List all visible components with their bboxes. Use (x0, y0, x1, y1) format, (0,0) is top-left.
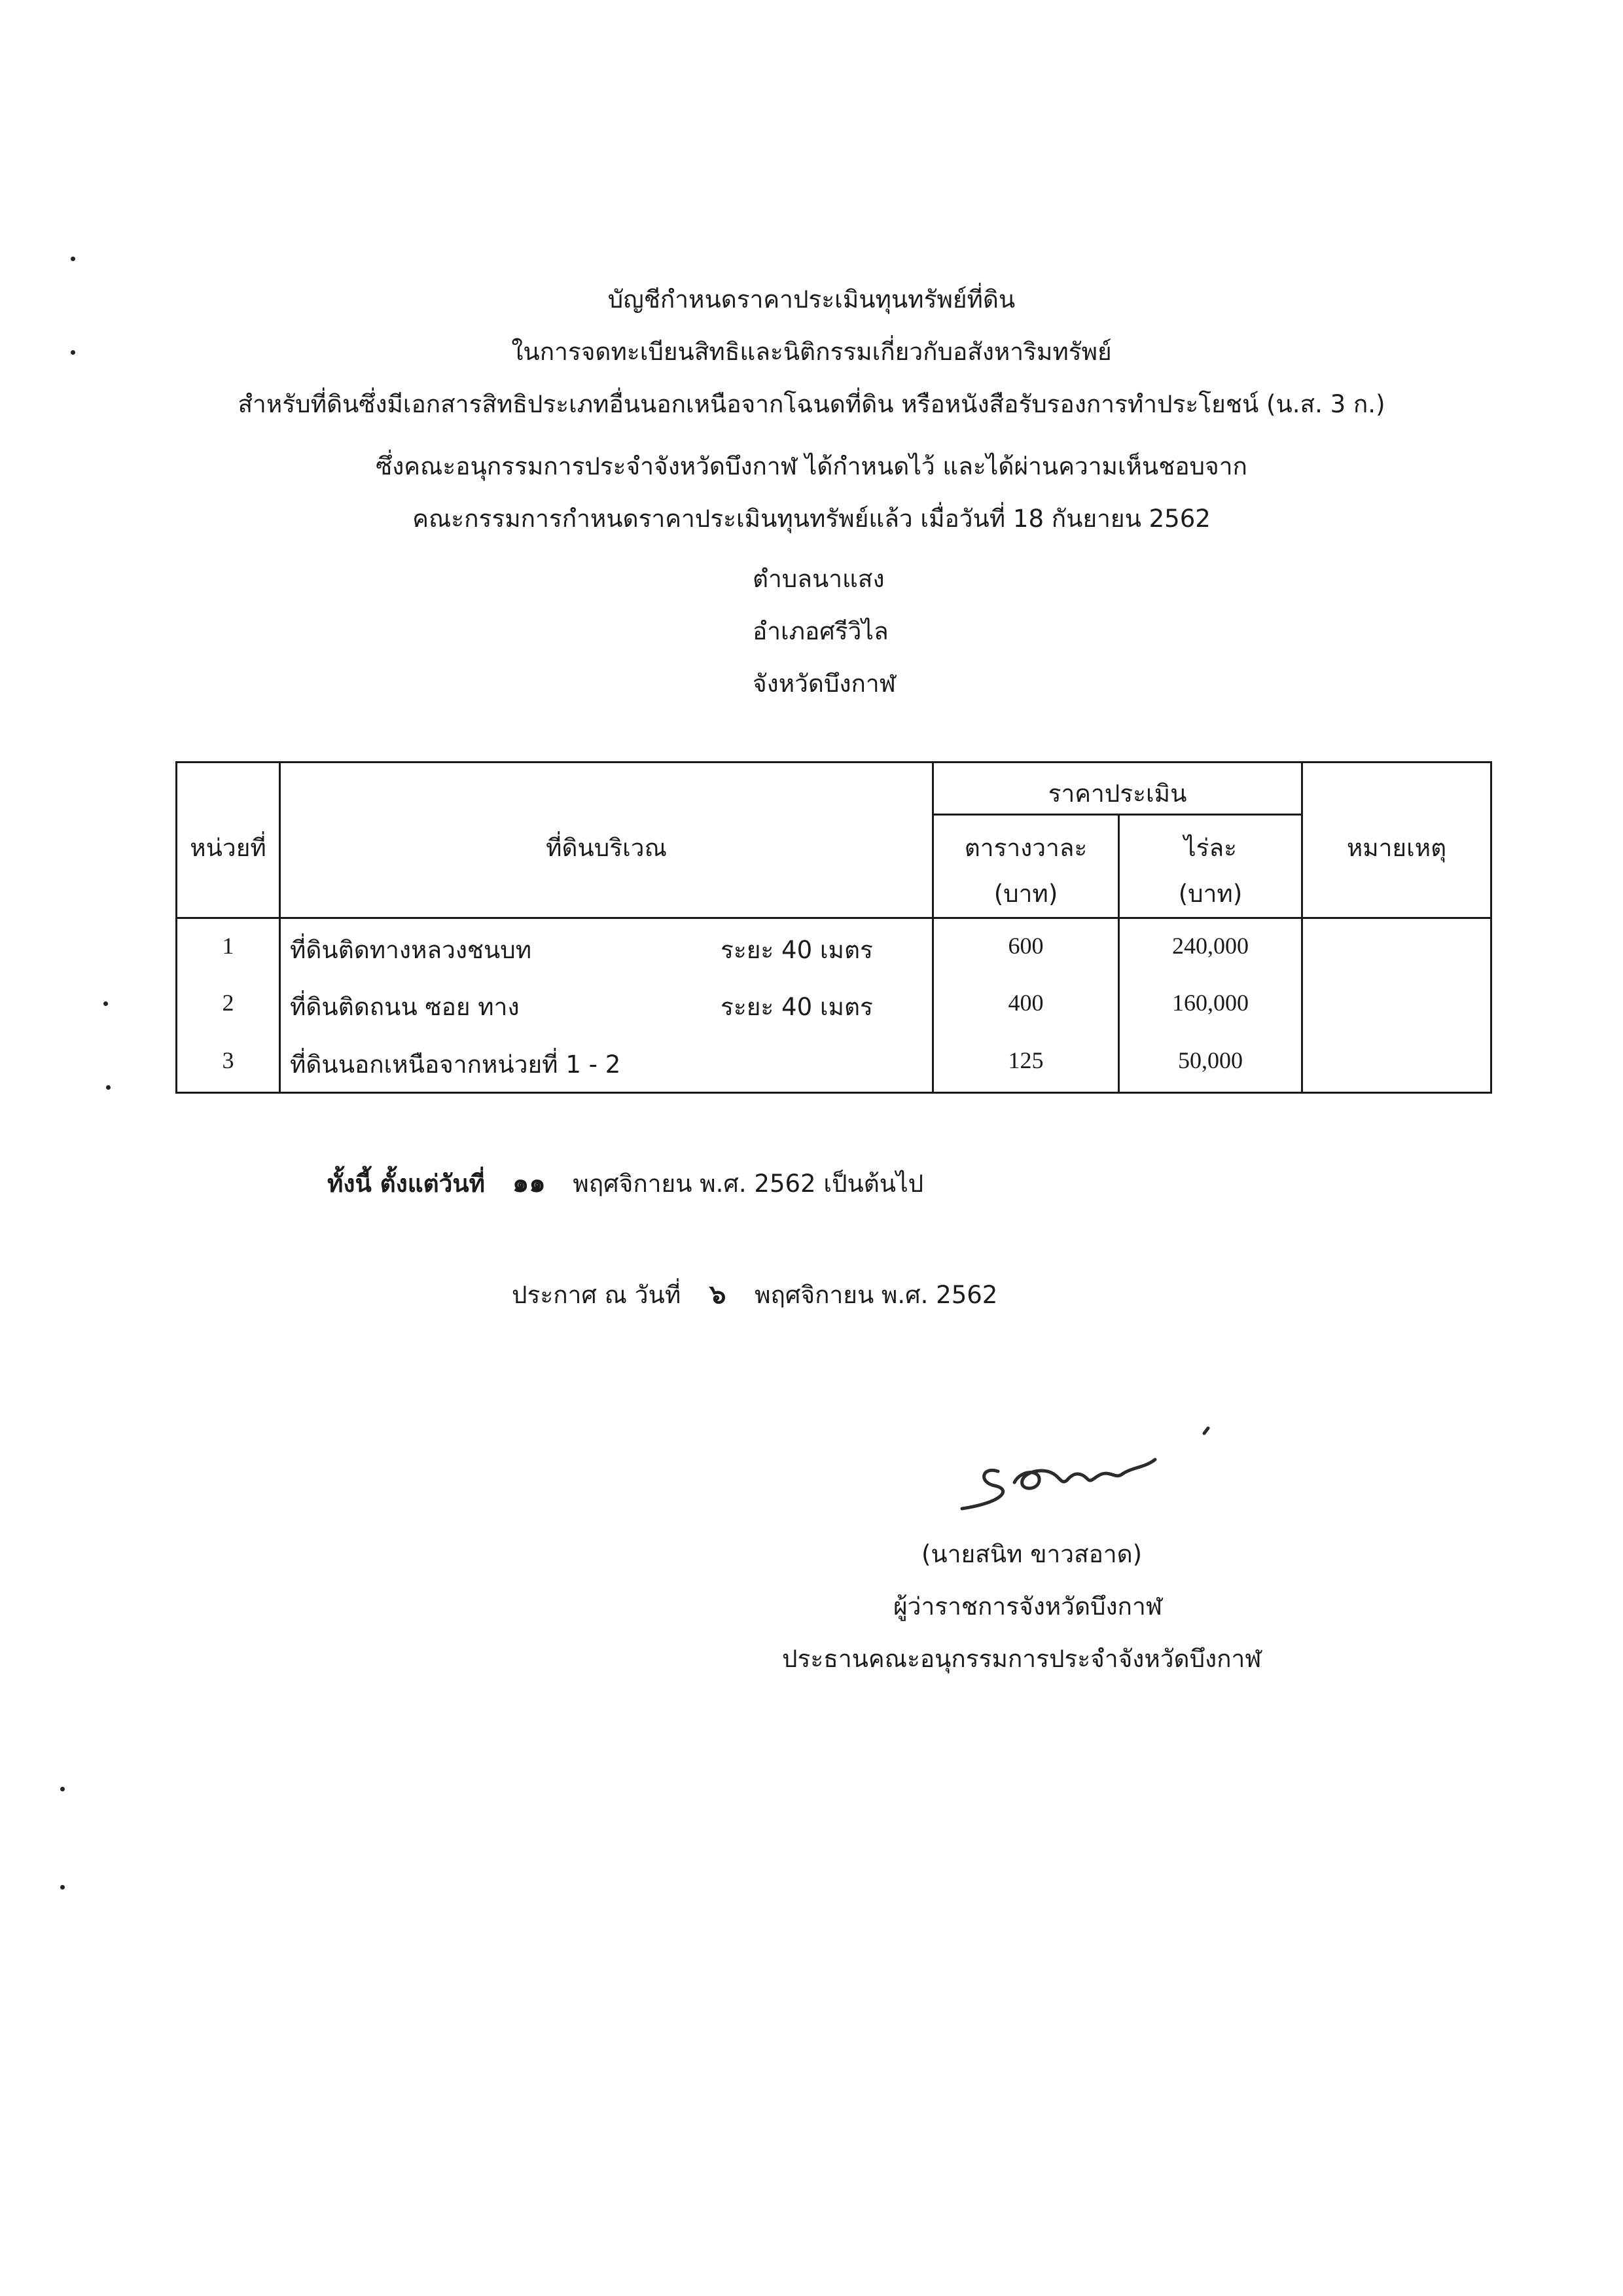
changwat: จังหวัดบึงกาฬ (753, 670, 896, 698)
announce-prefix: ประกาศ ณ วันที่ (512, 1281, 681, 1309)
scan-speck (60, 1787, 65, 1791)
doc-subtitle: ในการจดทะเบียนสิทธิและนิติกรรมเกี่ยวกับอสังหาริมทรัพย์ (511, 338, 1112, 366)
header-price-group: ราคาประเมิน (1048, 780, 1187, 808)
row-area: ที่ดินนอกเหนือจากหน่วยที่ 1 - 2 (290, 1050, 621, 1079)
scan-speck (103, 1001, 108, 1006)
row-distance: ระยะ 40 เมตร (721, 993, 873, 1021)
doc-approval-date: คณะกรรมการกำหนดราคาประเมินทุนทรัพย์แล้ว เมื่อวันที่ 18 กันยายน 2562 (412, 505, 1211, 533)
row-per-sqwa: 400 (1008, 990, 1044, 1016)
signer-name: (นายสนิท ขาวสอาด) (921, 1540, 1143, 1568)
table-divider (932, 814, 1303, 816)
row-unit: 3 (222, 1047, 234, 1073)
table-divider (177, 917, 1490, 919)
row-per-rai: 50,000 (1178, 1047, 1243, 1073)
table-divider (279, 763, 281, 1092)
signer-position: ผู้ว่าราชการจังหวัดบึงกาฬ (893, 1592, 1163, 1621)
header-remark: หมายเหตุ (1346, 834, 1447, 862)
row-area: ที่ดินติดถนน ซอย ทาง (290, 993, 520, 1021)
scan-speck (106, 1085, 111, 1090)
effective-prefix: ทั้งนี้ ตั้งแต่วันที่ (327, 1170, 486, 1198)
row-distance: ระยะ 40 เมตร (721, 936, 873, 964)
announce-suffix: พฤศจิกายน พ.ศ. 2562 (755, 1281, 998, 1309)
scan-speck (60, 1885, 65, 1890)
header-per-sqwa: ตารางวาละ (964, 834, 1088, 862)
amphoe: อำเภอศรีวิไล (753, 617, 889, 645)
row-unit: 2 (222, 990, 234, 1016)
effective-date-line (327, 1162, 923, 1204)
header-area: ที่ดินบริเวณ (546, 834, 667, 862)
header-unit: หน่วยที่ (190, 834, 266, 862)
scan-speck (71, 257, 75, 261)
doc-approval-line: ซึ่งคณะอนุกรรมการประจำจังหวัดบึงกาฬ ได้กำหนดไว้ และได้ผ่านความเห็นชอบจาก (376, 452, 1247, 480)
header-per-rai: ไร่ละ (1183, 834, 1238, 862)
header-baht-rai: (บาท) (1178, 880, 1243, 908)
row-per-sqwa: 125 (1008, 1047, 1044, 1073)
row-per-sqwa: 600 (1008, 933, 1044, 959)
signer-position-chair: ประธานคณะอนุกรรมการประจำจังหวัดบึงกาฬ (782, 1645, 1262, 1673)
signature-mark (942, 1420, 1230, 1518)
scan-speck (71, 350, 75, 355)
table-divider (1301, 763, 1303, 1092)
doc-scope: สำหรับที่ดินซึ่งมีเอกสารสิทธิประเภทอื่นนอกเหนือจากโฉนดที่ดิน หรือหนังสือรับรองการทำประโยชน์ (น.ส. 3 ก.) (238, 390, 1385, 418)
tambon: ตำบลนาแสง (753, 565, 885, 593)
row-unit: 1 (222, 933, 234, 959)
announce-date-line (512, 1273, 997, 1315)
effective-suffix: พฤศจิกายน พ.ศ. 2562 เป็นต้นไป (573, 1170, 924, 1198)
row-area: ที่ดินติดทางหลวงชนบท (290, 936, 532, 964)
header-baht-sqwa: (บาท) (993, 880, 1058, 908)
row-per-rai: 160,000 (1172, 990, 1249, 1016)
row-per-rai: 240,000 (1172, 933, 1249, 959)
price-table (175, 761, 1492, 1094)
announce-day: ๖ (709, 1279, 726, 1310)
doc-title: บัญชีกำหนดราคาประเมินทุนทรัพย์ที่ดิน (607, 285, 1016, 314)
effective-day: ๑๑ (512, 1168, 546, 1198)
